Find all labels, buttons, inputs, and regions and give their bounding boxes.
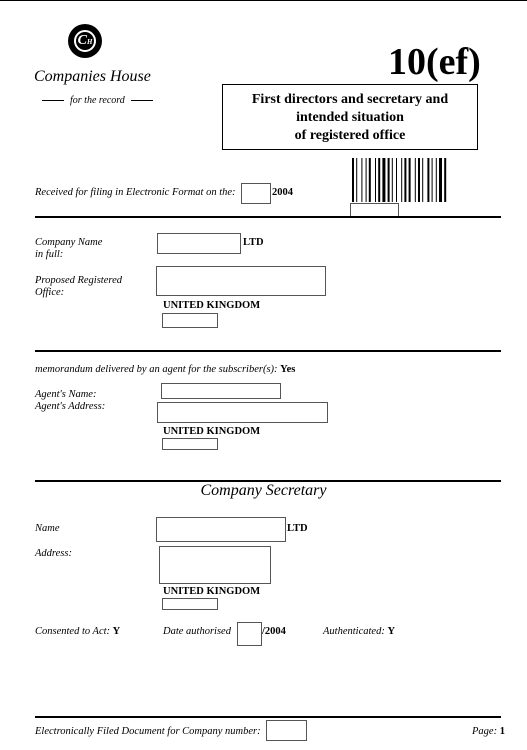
top-border xyxy=(0,0,527,1)
registered-office-field[interactable] xyxy=(156,266,326,296)
page-indicator: Page: 1 xyxy=(472,726,505,737)
footer-filed-label: Electronically Filed Document for Company number: xyxy=(35,726,261,737)
secretary-postcode-field[interactable] xyxy=(162,598,218,610)
form-title-line-1: First directors and secretary and xyxy=(251,92,449,107)
agent-postcode-field[interactable] xyxy=(162,438,218,450)
consented-label: Consented to Act: Y xyxy=(35,626,121,637)
form-number: 10(ef) xyxy=(388,41,481,83)
authenticated-label: Authenticated: Y xyxy=(323,626,396,637)
form-title-line-2: intended situation xyxy=(296,110,404,125)
secretary-name-field[interactable] xyxy=(156,517,286,542)
barcode-number-field[interactable] xyxy=(350,203,399,217)
secretary-address-label: Address: xyxy=(35,548,72,559)
memo-value: Yes xyxy=(280,364,296,375)
authenticated-value: Y xyxy=(387,626,396,637)
date-authorised-field[interactable] xyxy=(237,622,262,646)
tagline: for the record xyxy=(36,95,159,106)
secretary-section-title: Company Secretary xyxy=(200,482,327,499)
office-postcode-field[interactable] xyxy=(162,313,218,328)
secretary-address-field[interactable] xyxy=(159,546,271,584)
received-year: 2004 xyxy=(272,187,293,198)
org-name: Companies House xyxy=(34,68,151,85)
received-label: Received for filing in Electronic Format on the: xyxy=(35,187,236,198)
company-name-field[interactable] xyxy=(157,233,241,254)
office-country: UNITED KINGDOM xyxy=(163,300,261,311)
logo-monogram: CH xyxy=(74,30,96,52)
company-name-label: Company Name in full: xyxy=(35,237,103,260)
received-date-field[interactable] xyxy=(241,183,271,204)
form-title-box xyxy=(222,84,478,150)
secretary-country: UNITED KINGDOM xyxy=(163,586,261,597)
secretary-name-label: Name xyxy=(35,523,60,534)
agent-address-field[interactable] xyxy=(157,402,328,423)
agent-address-label: Agent's Address: xyxy=(35,401,106,412)
barcode-icon xyxy=(350,158,460,204)
footer-divider xyxy=(35,716,501,718)
section-divider xyxy=(35,216,501,218)
date-authorised-year: /2004 xyxy=(262,626,286,637)
form-title-line-3: of registered office xyxy=(294,128,406,143)
date-authorised-label: Date authorised xyxy=(163,626,231,637)
company-number-field[interactable] xyxy=(266,720,307,741)
consented-value: Y xyxy=(112,626,121,637)
agent-country: UNITED KINGDOM xyxy=(163,426,261,437)
section-divider xyxy=(35,350,501,352)
secretary-suffix: LTD xyxy=(287,523,308,534)
memo-label: memorandum delivered by an agent for the subscriber(s): Yes xyxy=(35,364,296,375)
agent-name-field[interactable] xyxy=(161,383,281,399)
page-number: 1 xyxy=(499,726,505,737)
agent-name-label: Agent's Name: xyxy=(35,389,97,400)
registered-office-label: Proposed Registered Office: xyxy=(35,275,122,298)
company-suffix: LTD xyxy=(243,237,264,248)
